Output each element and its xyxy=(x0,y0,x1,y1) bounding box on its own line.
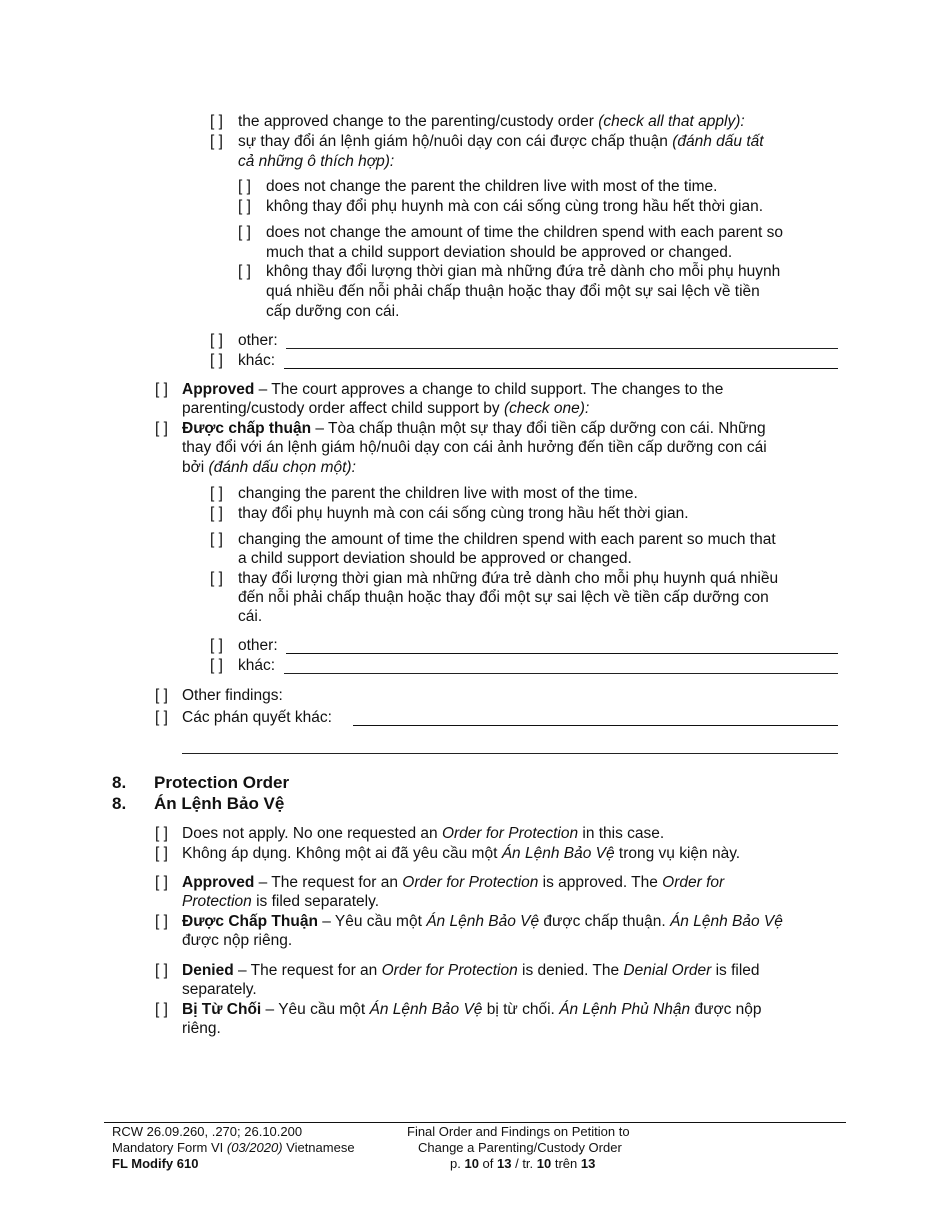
section-number: 8. xyxy=(112,773,127,792)
checkbox[interactable]: [ ] xyxy=(155,913,168,930)
khac-line[interactable] xyxy=(284,368,838,369)
footer-form: Mandatory Form VI (03/2020) Vietnamese xyxy=(112,1140,355,1155)
checkbox[interactable]: [ ] xyxy=(155,1001,168,1018)
footer-rcw: RCW 26.09.260, .270; 26.10.200 xyxy=(112,1124,303,1139)
no-change-time-vi-1: không thay đổi lượng thời gian mà những đứa trẻ dành cho mỗi phụ huynh xyxy=(266,263,781,280)
checkbox[interactable]: [ ] xyxy=(238,198,251,215)
other-findings-line-2[interactable] xyxy=(182,753,838,754)
checkbox[interactable]: [ ] xyxy=(238,178,251,195)
changing-parent-vi: thay đổi phụ huynh mà con cái sống cùng trong hầu hết thời gian. xyxy=(238,505,689,522)
no-change-parent-en: does not change the parent the children live with most of the time. xyxy=(266,178,718,195)
checkbox[interactable]: [ ] xyxy=(155,962,168,979)
protection-approved-en-2: Protection is filed separately. xyxy=(182,893,380,910)
changing-time-vi-1: thay đổi lượng thời gian mà những đứa trẻ dành cho mỗi phụ huynh quá nhiều xyxy=(238,570,779,587)
protection-approved-en-1: Approved – The request for an Order for Protection is approved. The Order for xyxy=(182,874,725,891)
approved-vi-1: Được chấp thuận – Tòa chấp thuận một sự thay đổi tiền cấp dưỡng con cái. Những xyxy=(182,420,766,437)
checkbox[interactable]: [ ] xyxy=(155,420,168,437)
other-line[interactable] xyxy=(286,348,838,349)
checkbox[interactable]: [ ] xyxy=(210,113,223,130)
approved-en-1: Approved – The court approves a change to child support. The changes to the xyxy=(182,381,724,398)
protection-denied-en-1: Denied – The request for an Order for Protection is denied. The Denial Order is filed xyxy=(182,962,760,979)
other-findings-en: Other findings: xyxy=(182,687,283,704)
protection-denied-vi-2: riêng. xyxy=(182,1020,221,1037)
checkbox[interactable]: [ ] xyxy=(210,570,223,587)
footer-page: p. 10 of 13 / tr. 10 trên 13 xyxy=(450,1156,596,1171)
khac-label: khác: xyxy=(238,657,276,674)
protection-approved-vi-2: được nộp riêng. xyxy=(182,932,293,949)
other-findings-line[interactable] xyxy=(353,725,838,726)
checkbox[interactable]: [ ] xyxy=(210,657,223,674)
checkbox[interactable]: [ ] xyxy=(210,332,223,349)
checkbox[interactable]: [ ] xyxy=(210,133,223,150)
checkbox[interactable]: [ ] xyxy=(155,687,168,704)
khac-line[interactable] xyxy=(284,673,838,674)
protection-denied-en-2: separately. xyxy=(182,981,257,998)
checkbox[interactable]: [ ] xyxy=(210,485,223,502)
footer-code: FL Modify 610 xyxy=(112,1156,199,1171)
approved-change-en: the approved change to the parenting/custody order (check all that apply): xyxy=(238,113,745,130)
no-change-time-vi-2: quá nhiều đến nỗi phải chấp thuận hoặc thay đổi một sự sai lệch về tiền xyxy=(266,283,760,300)
approved-change-vi: sự thay đổi án lệnh giám hộ/nuôi dạy con cái được chấp thuận (đánh dấu tất xyxy=(238,133,764,150)
approved-vi-3: bởi (đánh dấu chọn một): xyxy=(182,459,356,476)
protection-approved-vi-1: Được Chấp Thuận – Yêu cầu một Án Lệnh Bảo Vệ được chấp thuận. Án Lệnh Bảo Vệ xyxy=(182,913,783,930)
checkbox[interactable]: [ ] xyxy=(155,825,168,842)
approved-vi-2: thay đổi với án lệnh giám hộ/nuôi dạy con cái ảnh hưởng đến tiền cấp dưỡng con cái xyxy=(182,439,767,456)
footer-rule xyxy=(104,1122,846,1123)
approved-en-2: parenting/custody order affect child support by (check one): xyxy=(182,400,590,417)
no-change-time-en-1: does not change the amount of time the children spend with each parent so xyxy=(266,224,784,241)
section-number: 8. xyxy=(112,794,127,813)
other-label: other: xyxy=(238,332,278,349)
checkbox[interactable]: [ ] xyxy=(238,263,251,280)
no-change-parent-vi: không thay đổi phụ huynh mà con cái sống cùng trong hầu hết thời gian. xyxy=(266,198,764,215)
no-change-time-en-2: much that a child support deviation should be approved or changed. xyxy=(266,244,733,261)
approved-change-vi-cont: cả những ô thích hợp): xyxy=(238,153,395,170)
changing-time-vi-2: đến nỗi phải chấp thuận hoặc thay đổi một sự sai lệch về tiền cấp dưỡng con xyxy=(238,589,769,606)
checkbox[interactable]: [ ] xyxy=(155,709,168,726)
khac-label: khác: xyxy=(238,352,276,369)
does-not-apply-vi: Không áp dụng. Không một ai đã yêu cầu một Án Lệnh Bảo Vệ trong vụ kiện này. xyxy=(182,845,741,862)
checkbox[interactable]: [ ] xyxy=(210,637,223,654)
protection-denied-vi-1: Bị Từ Chối – Yêu cầu một Án Lệnh Bảo Vệ bị từ chối. Án Lệnh Phủ Nhận được nộp xyxy=(182,1001,762,1018)
checkbox[interactable]: [ ] xyxy=(210,531,223,548)
checkbox[interactable]: [ ] xyxy=(238,224,251,241)
other-findings-vi: Các phán quyết khác: xyxy=(182,709,332,726)
checkbox[interactable]: [ ] xyxy=(155,845,168,862)
checkbox[interactable]: [ ] xyxy=(210,352,223,369)
other-line[interactable] xyxy=(286,653,838,654)
other-label: other: xyxy=(238,637,278,654)
footer-title-2: Change a Parenting/Custody Order xyxy=(418,1140,622,1155)
no-change-time-vi-3: cấp dưỡng con cái. xyxy=(266,303,400,320)
changing-time-en-2: a child support deviation should be approved or changed. xyxy=(238,550,632,567)
changing-parent-en: changing the parent the children live with most of the time. xyxy=(238,485,638,502)
section-title-vi: Án Lệnh Bảo Vệ xyxy=(154,794,285,813)
footer-title-1: Final Order and Findings on Petition to xyxy=(407,1124,630,1139)
section-title-en: Protection Order xyxy=(154,773,290,792)
checkbox[interactable]: [ ] xyxy=(210,505,223,522)
checkbox[interactable]: [ ] xyxy=(155,381,168,398)
does-not-apply-en: Does not apply. No one requested an Order for Protection in this case. xyxy=(182,825,665,842)
changing-time-en-1: changing the amount of time the children spend with each parent so much that xyxy=(238,531,776,548)
checkbox[interactable]: [ ] xyxy=(155,874,168,891)
changing-time-vi-3: cái. xyxy=(238,608,263,625)
